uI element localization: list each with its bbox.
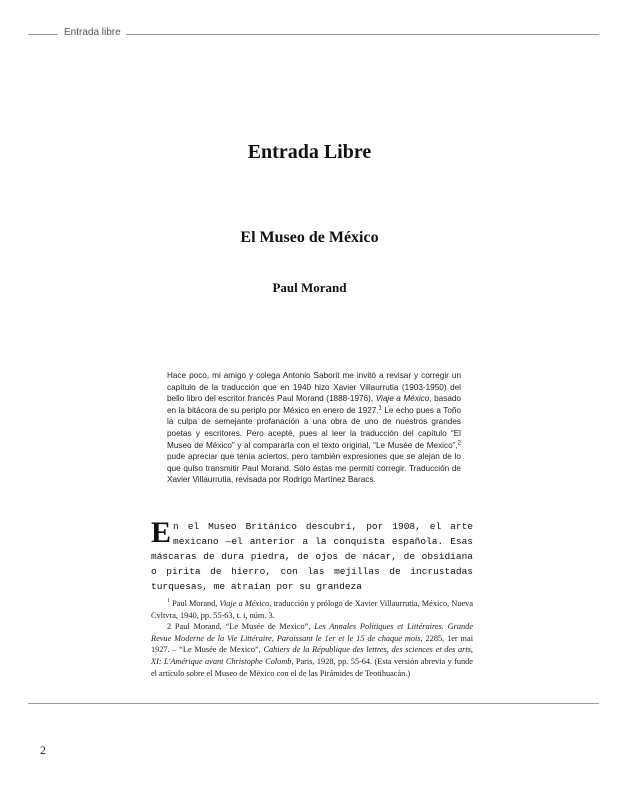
article-subtitle: El Museo de México bbox=[240, 229, 379, 246]
body-paragraph bbox=[151, 516, 473, 594]
footnote-1-book-title: Viaje a México bbox=[219, 599, 270, 608]
footnote-1-text-a: Paul Morand, bbox=[170, 599, 220, 608]
intro-text-3: Le echo pues a Toño la culpa de semejante profanación a una obra de uno de nuestros grandes poetas y escritores. Pero acepté, pues al leer la traducción del capítulo “El Museo de México” y al compararla con el texto original, “Le Musée de Mexico”, bbox=[167, 405, 461, 450]
footnote-2-text-e: , Paris, 1928, pp. 55-64. (Esta versión abrevia y funde el artículo sobre el Museo de México con el de las Pirámides de Teotihuacán.) bbox=[151, 656, 473, 678]
footnote-1 bbox=[151, 598, 473, 621]
intro-text-4: pude apreciar que tenía aciertos, pero también expresiones que se alejan de lo que quiso transmitir Paul Morand. Sólo éstas me permití corregir. Traducción de Xavier Villaurrutia, revisada por Rodrigo Martínez Baracs. bbox=[167, 452, 461, 485]
page-number: 2 bbox=[40, 743, 46, 757]
footnote-2-journal-2: Cahiers de la République des lettres, des sciences et des arts, XI: L'Amérique avant Christophe Colomb bbox=[151, 645, 474, 666]
running-header: Entrada libre bbox=[64, 27, 121, 38]
footnote-1-marker: 1 bbox=[167, 598, 170, 605]
intro-book-title: Viaje a México bbox=[375, 394, 430, 404]
footnote-2 bbox=[151, 621, 473, 679]
footnote-1-text-c: , traducción y prólogo de Xavier Villaurrutia, México, Nueva Cvltvra, 1940, pp. 55-63, t. i, núm. 3. bbox=[151, 599, 473, 620]
footnote-2-journal-1: Les Annales Politiques et Littéraires. Grande Revue Moderne de la Vie Littéraire, Paraissant le 1er et le 15 de chaque mois bbox=[151, 622, 473, 643]
footnotes bbox=[151, 598, 473, 679]
article-author: Paul Morand bbox=[272, 280, 347, 295]
header-rule-left bbox=[28, 34, 58, 35]
footnote-2-text-a: 2 Paul Morand, “Le Musée de Mexico”, bbox=[167, 622, 315, 632]
footnote-2-text-c: , 2285, 1er mai 1927. – “Le Musée de Mexico”, bbox=[151, 633, 473, 655]
intro-text-2: , basado en la bitácora de su periplo por México en enero de 1927. bbox=[167, 394, 461, 415]
footer-rule bbox=[28, 703, 599, 704]
intro-paragraph bbox=[167, 370, 461, 486]
footnote-ref-1: 1 bbox=[378, 405, 382, 412]
drop-cap: E bbox=[151, 516, 172, 549]
intro-text-1: Hace poco, mi amigo y colega Antonio Saborit me invitó a revisar y corregir un capítulo de la traducción que en 1940 hizo Xavier Villaurrutia (1903-1950) del bello libro del escritor francés Paul Morand (1888-1976), bbox=[167, 371, 461, 404]
body-text: n el Museo Británico descubrí, por 1908, el arte mexicano —el anterior a la conquista española. Esas máscaras de dura piedra, de ojos de nácar, de obsidiana o pirita de hierro, con las mejillas de incrustadas turquesas, me atraían por su grandeza bbox=[151, 521, 473, 592]
footnote-ref-2: 2 bbox=[457, 439, 461, 446]
header-rule-right bbox=[126, 34, 599, 35]
article-title: Entrada Libre bbox=[247, 141, 372, 163]
